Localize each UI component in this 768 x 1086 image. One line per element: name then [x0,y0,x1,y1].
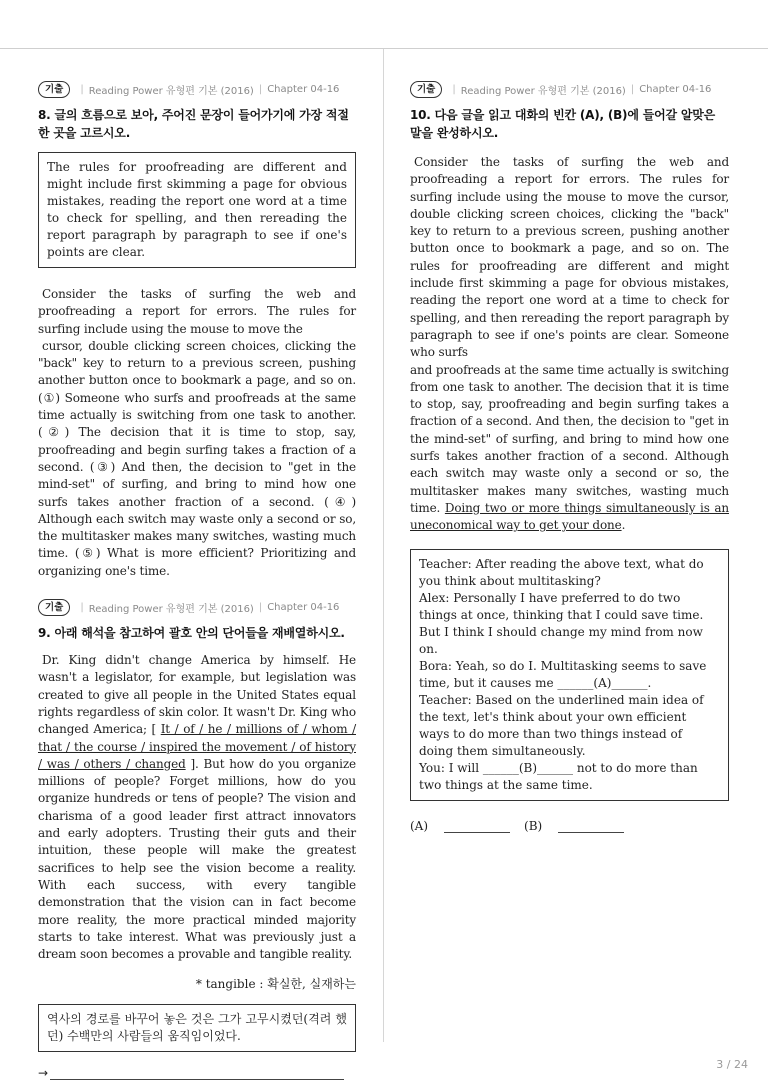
q9-answer-blank [50,1069,344,1080]
dialog-line-teacher-1: Teacher: After reading the above text, what do you think about multitasking? [419,556,704,588]
arrow-icon: → [38,1066,49,1081]
q10-passage [410,154,729,535]
q10-passage-p1: Consider the tasks of surfing the web and proofreading a report for errors. The rules for surfing include using the mouse to move the cursor, double clicking screen choices, clicking the "back" key to return to a previous screen, pushing another button once to bookmark a page, and so on. The rules for proofreading are different and might include first skimming a page for obvious mistakes, reading the report one word at a time to check for spelling, and then rereading the report paragraph by paragraph to see if one's points are clear. Someone who surfs [410,155,729,360]
q8-separator: | [80,83,84,95]
q9-source: Reading Power 유형편 기본 (2016) [88,603,254,615]
q10-passage-p2-end: . [621,518,626,533]
q10-underlined-main-idea: Doing two or more things simultaneously is an uneconomical way to get your done [410,500,729,533]
blank-b-label: (B) [524,818,543,833]
q9-separator: | [80,601,84,613]
q10-dialog-box [410,549,729,801]
column-divider [383,49,384,1042]
q9-footnote: * tangible : 확실한, 실재하는 [195,977,356,992]
q8-source: Reading Power 유형편 기본 (2016) [88,85,254,97]
q8-separator-2: | [258,83,263,95]
q9-passage-part-a: Dr. King didn't change America by himself. He wasn't a legislator, for example, but legislation was created to give all people in the United States equal rights regardless of skin color. It wasn't Dr. King who changed America; [ [38,653,356,737]
question-8 [38,80,356,580]
dialog-line-teacher-2: Teacher: Based on the underlined main idea of the text, let's think about your own efficient ways to do more than two things instead of doing them simultaneously. [419,692,704,758]
q10-badge: 기출 [410,81,442,98]
q10-separator: | [452,83,456,95]
q10-title: 10. 다음 글을 읽고 대화의 빈칸 (A), (B)에 들어갈 알맞은 말을 완성하시오. [410,108,716,140]
header-rule [0,48,768,49]
q9-title: 9. 아래 해석을 참고하여 괄호 안의 단어들을 재배열하시오. [38,626,345,641]
blank-a-label: (A) [410,818,429,833]
q8-badge: 기출 [38,81,70,98]
q10-chapter: Chapter 04-16 [639,83,712,95]
right-column [410,80,729,833]
q10-source-line [410,80,729,98]
q9-separator-2: | [258,601,263,613]
dialog-line-alex: Alex: Personally I have preferred to do two things at once, thinking that I could save time. But I think I should change my mind from now on. [419,590,704,656]
q10-separator-2: | [630,83,635,95]
question-9 [38,598,356,1080]
q9-scrambled-words: It / of / he / millions of / whom / that / the course / inspired the movement / of history / was / others / changed [38,722,356,771]
dialog-line-bora: Bora: Yeah, so do I. Multitasking seems to save time, but it causes me ______(A)______. [419,658,707,690]
q9-answer-line [38,1066,356,1080]
q10-passage-p2 [410,362,729,535]
blank-a-line [444,822,510,833]
question-10 [410,80,729,833]
q10-source: Reading Power 유형편 기본 (2016) [460,85,626,97]
blank-b-line [558,822,624,833]
q9-passage-p [38,652,356,963]
q9-translation: 역사의 경로를 바꾸어 놓은 것은 그가 고무시켰던(격려 했던) 수백만의 사람들의 움직임이었다. [38,1004,356,1052]
q10-answer-blanks [410,819,729,833]
q9-badge: 기출 [38,599,70,616]
q8-source-line [38,80,356,98]
q8-passage-p1: Consider the tasks of surfing the web and proofreading a report for errors. The rules for surfing include using the mouse to move the [38,287,356,336]
left-column [38,80,356,1080]
q8-passage-p2: cursor, double clicking screen choices, clicking the "back" key to return to a previous screen, pushing another button once to bookmark a page, and so on. (①) Someone who surfs and proofreads at the same time actually is switching from one task to another. (②) The decision that it is time to stop, say, proofreading and begin surfing takes a fraction of a second. (③) And then, the decision to "get in the mind-set" of surfing, and bring to mind how one surfs takes another fraction of a second. (④) Although each switch may waste only a second or so, the multitasker makes many switches, wasting much time. (⑤) What is more efficient? Prioritizing and organizing one's time. [38,338,356,578]
page-number: 3 / 24 [716,1058,748,1071]
q9-passage [38,652,356,963]
q9-chapter: Chapter 04-16 [267,601,340,613]
q9-passage-part-b: ]. But how do you organize millions of people? Forget millions, how do you organize hundreds or tens of people? The vision and charisma of a good leader first attract innovators and early adopters. Trusting their guts and their intuition, these people will make the greatest sacrifices to help see the vision become a reality. With each success, with every tangible demonstration that the vision can in fact become more reality, the more practical minded majority starts to take interest. What was previously just a dream soon becomes a provable and tangible reality. [38,756,356,962]
q8-chapter: Chapter 04-16 [267,83,340,95]
q10-passage-p2-text: and proofreads at the same time actually is switching from one task to another. The decision that it is time to stop, say, proofreading and begin surfing takes a fraction of a second. And then, the decision to "get in the mind-set" of surfing, and bring to mind how one surfs takes another fraction of a second. Although each switch may waste only a second or so, the multitasker makes many switches, wasting much time. [410,362,729,515]
dialog-line-you: You: I will ______(B)______ not to do more than two things at the same time. [419,760,698,792]
q8-title: 8. 글의 흐름으로 보아, 주어진 문장이 들어가기에 가장 적절한 곳을 고르시오. [38,108,349,140]
q8-given-sentence: The rules for proofreading are different and might include first skimming a page for obvious mistakes, reading the report one word at a time to check for spelling, and then rereading the report paragraph by paragraph to see if one's points are clear. [38,152,356,268]
q8-passage [38,286,356,580]
q9-source-line [38,598,356,616]
